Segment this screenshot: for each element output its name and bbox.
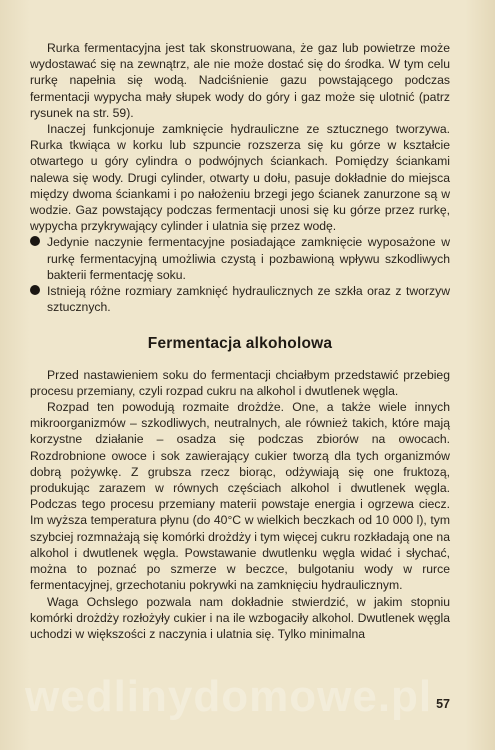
bullet-item: [30, 234, 450, 283]
section-heading: Fermentacja alkoholowa: [147, 335, 333, 353]
paragraph-hydraulic-seal: Inaczej funkcjonuje zamknięcie hydrauliczne ze sztucznego tworzywa. Rurka tkwiąca w korku lub szpuncie rozszerza się ku górze w kształcie otwartego u góry cylindra o podwójnych ściankach. Pomiędzy ściankami nalewa się wody. Drugi cylinder, otwarty u dołu, pasuje dokładnie do miejsca między dwoma ściankami i po nałożeniu brzegi jego ścianek zanurzone są w wodzie. Gaz powstający podczas fermentacji unosi się ku górze przez rurkę, wypycha przykrywający cylinder i ulatnia się przez wodę.: [30, 122, 450, 234]
bullet-text: Istnieją różne rozmiary zamknięć hydraulicznych ze szkła oraz z tworzyw sztucznych.: [47, 284, 450, 315]
page-number: 57: [436, 697, 450, 711]
paragraph-ochsle-scale: Waga Ochslego pozwala nam dokładnie stwierdzić, w jakim stopniu komórki drożdży rozłożyły cukier i na ile wzbogaciły alkohol. Dwutlenek węgla uchodzi w większości z naczynia i ulatnia się. Tylko minimalna: [30, 594, 450, 641]
paragraph-fermentation-tube: Rurka fermentacyjna jest tak skonstruowana, że gaz lub powietrze może wydostawać się na zewnątrz, ale nie może dostać się do środka. W tym celu rurkę napełnia się wodą. Nadciśnienie gazu powstającego podczas fermentacji wypycha mały słupek wody do góry i gaz może się ulotnić (patrz rysunek na str. 59).: [30, 41, 450, 120]
watermark: wedlinydomowe.pl: [25, 672, 433, 721]
bullet-icon: [30, 236, 40, 246]
bullet-item: [30, 283, 450, 315]
page-content: [30, 40, 450, 642]
bullet-text: Jedynie naczynie fermentacyjne posiadające zamknięcie wyposażone w rurkę fermentacyjną umożliwia czystą i pozbawioną wpływu szkodliwych bakterii fermentację soku.: [47, 235, 450, 282]
paragraph-yeasts: Rozpad ten powodują rozmaite drożdże. One, a także wiele innych mikroorganizmów – szkodliwych, neutralnych, ale również takich, które mają korzystne działanie – osadza się podczas zbiorów na owocach. Rozdrobnione owoce i sok zawierający cukier tworzą dla tych organizmów dobrą pożywkę. Z grubsza rzecz biorąc, odżywiają się one fruktozą, produkując zarazem w równych częściach alkohol i dwutlenek węgla. Podczas tego procesu przemiany materii powstaje energia i ogrzewa ciecz. Im wyższa temperatura płynu (do 40°C w wielkich beczkach od 10 000 l), tym szybciej rozmnażają się komórki drożdży i tym więcej cukru rozkładają one na alkohol i dwutlenek węgla. Powstawanie dwutlenku węgla widać i słychać, można to poznać po szmerze w beczce, bulgotaniu wody w rurce fermentacyjnej, grzechotaniu pokrywki na zamknięciu hydraulicznym.: [30, 400, 450, 593]
paragraph-intro-process: Przed nastawieniem soku do fermentacji chciałbym przedstawić przebieg procesu przemiany, czyli rozpad cukru na alkohol i dwutlenek węgla.: [30, 367, 450, 398]
bullet-icon: [30, 285, 40, 295]
